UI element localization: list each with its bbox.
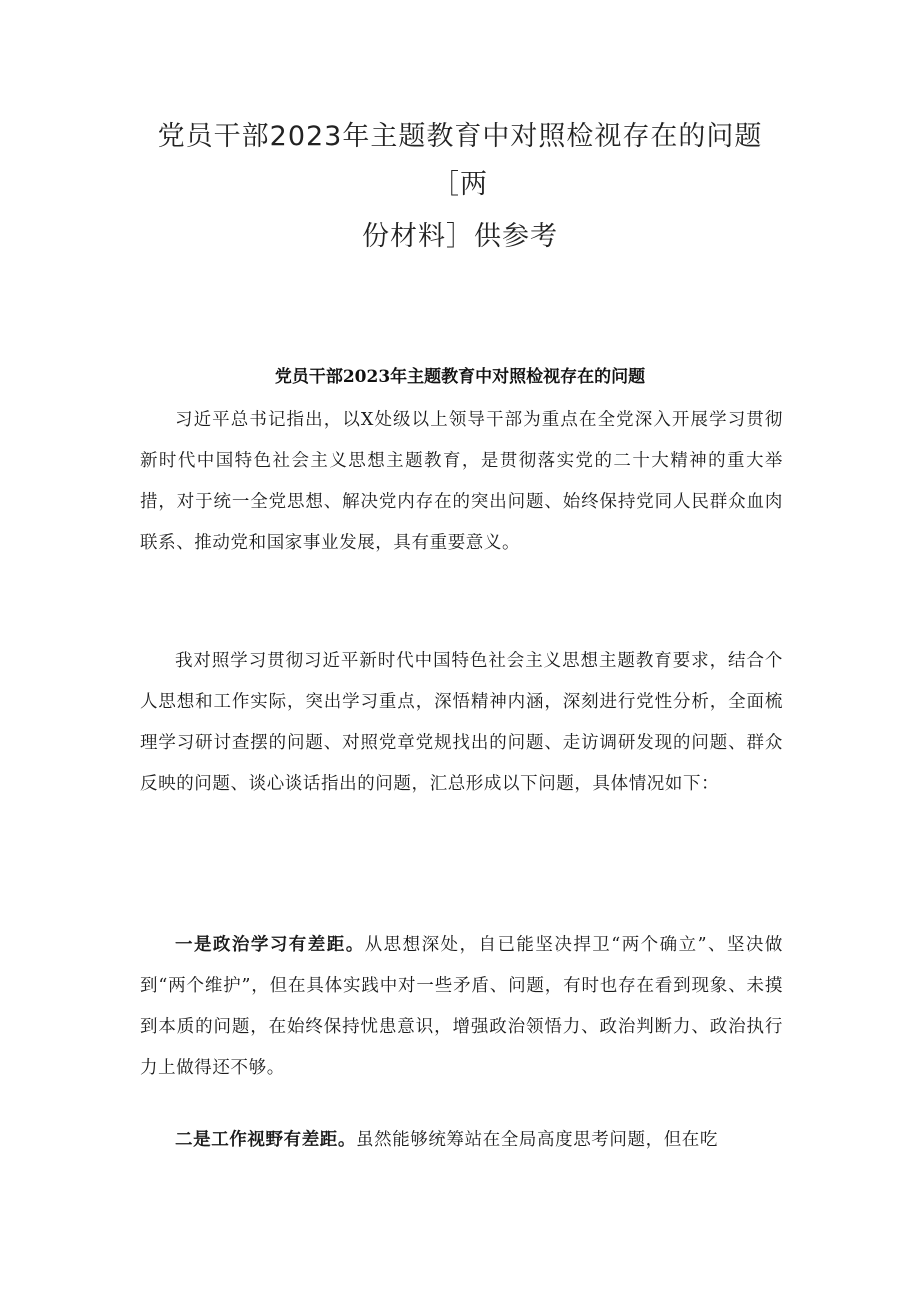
problem-item-2-text: 虽然能够统筹站在全局高度思考问题，但在吃 <box>356 1130 718 1150</box>
problem-item-2 <box>140 1120 783 1161</box>
intro-paragraph: 习近平总书记指出，以X处级以上领导干部为重点在全党深入开展学习贯彻新时代中国特色社会主义思想主题教育，是贯彻落实党的二十大精神的重大举措，对于统一全党思想、解决党内存在的突出问题、始终保持党同人民群众血肉联系、推动党和国家事业发展，具有重要意义。 <box>140 410 783 553</box>
document-title-line-1: 党员干部2023年主题教育中对照检视存在的问题 <box>157 121 763 152</box>
problem-item-1-text: 从思想深处，自已能坚决捍卫“两个确立”、坚决做到“两个维护”，但在具体实践中对一些矛盾、问题，有时也存在看到现象、未摸到本质的问题，在始终保持忧患意识，增强政治领悟力、政治判断力、政治执行力上做得还不够。 <box>140 935 783 1078</box>
overview-paragraph: 我对照学习贯彻习近平新时代中国特色社会主义思想主题教育要求，结合个人思想和工作实际，突出学习重点，深悟精神内涵，深刻进行党性分析，全面梳理学习研讨查摆的问题、对照党章党规找出的问题、走访调研发现的问题、群众反映的问题、谈心谈话指出的问题，汇总形成以下问题，具体情况如下： <box>140 651 783 794</box>
document-title-line-2: ［两 <box>432 169 488 200</box>
section-subtitle: 党员干部2023年主题教育中对照检视存在的问题 <box>274 367 646 387</box>
problem-item-1 <box>140 925 783 1089</box>
problem-item-1-heading: 一是政治学习有差距。 <box>175 935 365 955</box>
problem-item-2-heading: 二是工作视野有差距。 <box>175 1130 356 1150</box>
document-title-line-3: 份材料］供参考 <box>362 221 558 252</box>
